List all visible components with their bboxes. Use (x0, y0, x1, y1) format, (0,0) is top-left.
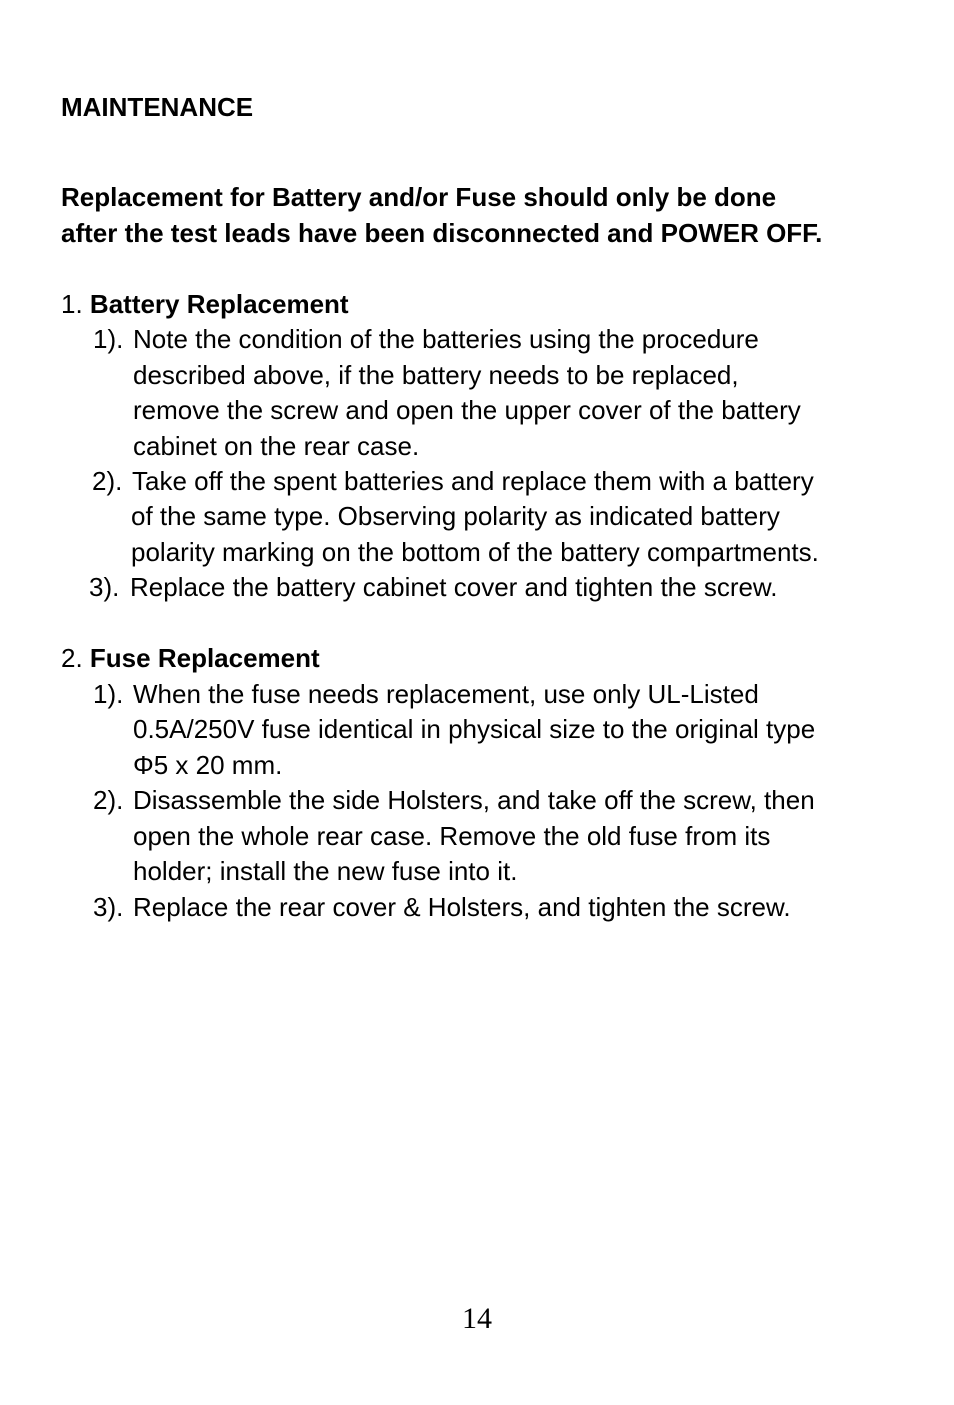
step-text-line: described above, if the battery needs to be replaced, (133, 360, 739, 390)
step-marker: 2). (92, 466, 123, 496)
step-marker: 3). (93, 892, 124, 922)
warning-line-1: Replacement for Battery and/or Fuse should only be done (61, 182, 777, 212)
step-text-line: Replace the battery cabinet cover and tighten the screw. (130, 572, 778, 602)
page-heading: MAINTENANCE (61, 92, 254, 122)
step-text-line: of the same type. Observing polarity as indicated battery (131, 501, 780, 531)
warning-line-2: after the test leads have been disconnected and POWER OFF. (61, 218, 823, 248)
step-text-line: When the fuse needs replacement, use only UL-Listed (133, 679, 759, 709)
step-text-line: cabinet on the rear case. (133, 431, 420, 461)
step-text-line: 0.5A/250V fuse identical in physical size to the original type (133, 714, 816, 744)
step-marker: 1). (93, 324, 124, 354)
section-title: Fuse Replacement (89, 643, 320, 673)
step-marker: 3). (89, 572, 120, 602)
step-marker: 1). (93, 679, 124, 709)
step-marker: 2). (93, 785, 124, 815)
section-number: 1. (61, 289, 83, 319)
section-number: 2. (61, 643, 83, 673)
step-text-line: Replace the rear cover & Holsters, and tighten the screw. (133, 892, 791, 922)
step-text-line: Φ5 x 20 mm. (133, 750, 283, 780)
page-number: 14 (462, 1302, 492, 1335)
section-title: Battery Replacement (89, 289, 349, 319)
step-text-line: holder; install the new fuse into it. (133, 856, 518, 886)
step-text-line: polarity marking on the bottom of the battery compartments. (131, 537, 819, 567)
step-text-line: remove the screw and open the upper cover of the battery (133, 395, 801, 425)
step-text-line: Disassemble the side Holsters, and take off the screw, then (133, 785, 815, 815)
step-text-line: Note the condition of the batteries using the procedure (133, 324, 759, 354)
section-heading-fuse (61, 643, 320, 673)
step-text-line: open the whole rear case. Remove the old fuse from its (133, 821, 771, 851)
section-heading-battery (61, 289, 349, 319)
step-text-line: Take off the spent batteries and replace them with a battery (132, 466, 814, 496)
